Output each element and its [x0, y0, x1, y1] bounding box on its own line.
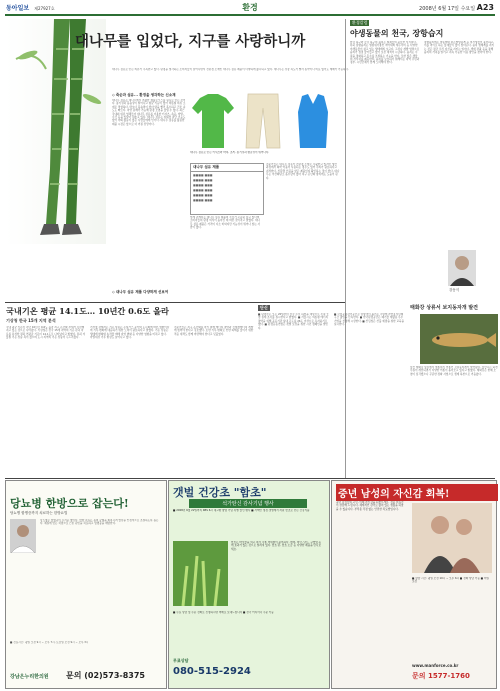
ad-health-body-2: 함초는 바닷물을 먹고 자라 각종 미네랄이 풍부하다. 변비, 비만, 당뇨, 고혈압 등에 효과가 있는 것으로 알려져 있다. 함초 환, 함초 소금 등 다양한 제품을 만나보세요.	[231, 541, 322, 551]
news-body-1: 국내 평균 기온이 지난 10년간 0.6도 올라 지구 온난화 추세가 뚜렷해지고 있는 것으로 나타났다. 기상청은 전국 15개 지역의 기온 관측 자료를 분석한 결과 연평균 기온이 14.1도로 나타났다고 밝혔다. 특히 겨울철 기온 상승 폭이 컸으며 도시 지역의 기온 상승이 두드러졌다.	[6, 326, 86, 340]
hamcho-photo	[173, 541, 228, 606]
bamboo-legs-illustration	[6, 19, 106, 244]
couple-photo	[412, 503, 492, 573]
table-row: ■■■■ ■■■	[193, 177, 213, 182]
page-meta	[419, 3, 494, 12]
ad-men-phone[interactable]: 문의 1577-1760	[412, 672, 470, 680]
ad-diabetes-phone[interactable]: 문의 (02)573-8375	[66, 671, 145, 680]
lead-subhead-2: ◇ 대나무 섬유 제품 다양하게 선보여	[112, 290, 169, 294]
fish-photo	[420, 314, 498, 364]
column-label	[350, 20, 369, 26]
lead-intro: 대나무 섬유로 만든 의류가 주목받고 있다. 환경을 생각하는 소비자들이 늘어나면서 친환경 소재인 대나무 섬유 제품이 다양하게 출시되고 있다. 대나무는 성장 속도가 빨라 농약이나 비료 없이도 재배가 가능하다.	[112, 68, 349, 71]
ad-health-body-3: ■ 무료 상담 및 주문 전화로 신청하시면 택배로 보내드립니다 ■ 전국 어디서나 주문 가능	[173, 611, 274, 614]
column-headline: 야생동물의 천국, 장항습지	[350, 28, 444, 38]
ad-diabetes-subtitle: 당뇨병 합병증까지 치료하는 한방요법	[10, 511, 68, 515]
ad-men-body-2: ■ 상담 시간: 평일 오전 10시 ~ 오후 6시 ■ 전화 상담 가능 ■ 비밀 보장	[412, 577, 490, 584]
column-body-2: 장항습지에는 말똥게와 붉은발말똥게 등 저서생물이 풍부하고, 이를 먹이로 하는 물새들이 많이 찾아온다. 습지 생태계를 지키는 것은 결국 우리 자신을 지키는 일이다. 생태 관광 등을 통해 습지의 가치를 알리고 지속 가능한 이용 방안을 찾아야 한다.	[424, 41, 495, 55]
table-row: ■■■■ ■■■	[193, 187, 213, 192]
lead-body-2: 업계 관계자는 대나무 섬유 제품의 수요가 꾸준히 늘고 있다며 소비자들의 환경 의식이 높아진 데 따른 것이라고 말했다. 대나무 섬유 제품은 가격이 다소 비싸지만 기능성이 뛰어나 찾는 사람이 많다.	[190, 216, 261, 230]
lead-body-3: 전문가들은 대나무 섬유가 친환경 소재로 각광받고 있지만 생산 과정에서 화학 약품이 사용되는 경우도 있어 주의가 필요하다고 지적한다. 친환경 인증을 받은 제품인지 확인하는 것이 좋다. 대나무는 이산화탄소 흡수량이 많아 지구 온난화 방지에도 도움이 된다.	[266, 163, 340, 180]
table-row: ■■■■ ■■■	[193, 197, 213, 202]
ad-diabetes-body-2: ■ 진료시간: 평일 오전 9시 ~ 오후 7시, 토요일 오전 9시 ~ 오후 3시	[10, 641, 89, 644]
news-headline: 국내기온 평균 14.1도… 10년간 0.6도 올라	[6, 306, 169, 316]
product-photo-vest	[290, 92, 336, 150]
ad-health-phone[interactable]: 080-515-2924	[173, 666, 251, 677]
lead-body-1: 대나무 섬유는 대나무에서 추출한 셀룰로오스를 원료로 만든 것이다. 통기성과 흡습성이 뛰어나고 항균 기능이 있어 여름철 의류 소재로 적합하다. 면보다 흡습력이 좋아 땀을 빨리 흡수하고 건조 속도도 빠르다. 자연 분해가 가능해 환경 오염을 줄일 수 있다. 최근 국내외 의류 업체들이 대나무 섬유를 이용한 티셔츠, 속옷, 양말, 수건 등을 잇달아 내놓고 있다. 대나무 섬유는 자외선 차단 기능도 있어 야외 활동이 많은 사람들에게 인기다. 대나무 섬유를 활용한 제품 시장은 앞으로 더 커질 전망이다.	[112, 99, 186, 126]
author-photo	[448, 250, 476, 286]
ad-diabetes[interactable]	[5, 480, 167, 689]
section-title: 환경	[242, 3, 258, 12]
lead-subhead-1: ◇ 죽순과 섬유... 환경을 생각하는 신소재	[112, 93, 176, 97]
ad-top-rule	[5, 478, 495, 479]
ad-men-body-1: 중년 남성들의 고민, 이제 자신감을 되찾으세요. 전문 의료진이 상담해 드립니다. 체계적인 관리로 활력 있는 생활을 되찾을 수 있습니다. 부작용 걱정 없는 안전한 치료법입니다.	[336, 501, 404, 511]
product-table-title: 대나무 섬유 제품	[191, 164, 263, 172]
ad-diabetes-clinic: 강남은누리한의원	[10, 674, 49, 680]
brief-label	[258, 305, 270, 311]
ad-diabetes-body-1: 당뇨병은 합병증이 무서운 병이다. 한방 치료는 몸의 균형을 회복시켜 혈당을 안정적으로 조절하도록 돕는다. 체질에 맞는 처방으로 근본 원인을 치료하고 합병증을 예방한다.	[40, 519, 159, 526]
column-body-1: 한강 하구와 금강 하구의 습지는 철새들의 중요한 서식지다. 특히 장항습지는 멸종위기종인 저어새와 재두루미 등 다양한 야생동물이 살고 있는 생태계의 보고다. 그러나 개발 압력으로 습지가 점점 줄어들고 있어 보전 대책이 시급하다. 습지는 수질을 정화하고 홍수를 조절하는 기능을 한다. 또한 많은 생물의 서식처를 제공한다. 습지를 보호하기 위해서는 지역 주민과 정부, 시민단체가 함께 노력해야 한다.	[350, 41, 420, 65]
lead-bottom-rule	[5, 302, 345, 303]
ad-health-body-1: ■ 2008년 6월 22일까지 KBS 6시 내고향 방영 기념 특별 할인 행사 ■ 서해안 청정 갯벌에서 자란 함초로 만든 건강식품	[173, 509, 310, 512]
news-subhead: 기상청 한국 15개 지역 분석	[6, 318, 56, 323]
ad-men-website[interactable]: www.manforce.co.kr	[412, 663, 459, 668]
ad-health[interactable]	[168, 480, 330, 689]
product-photo-tshirt	[190, 92, 236, 150]
product-table	[190, 163, 264, 215]
ad-health-subtitle: 석가탄신 감사기념 행사	[189, 499, 307, 508]
product-photo-pants	[240, 92, 286, 150]
brief-body-1: ■ 환경부는 오는 20일부터 전국 주요 하천을 대상으로 수질 오염 실태 조사를 실시한다고 밝혔다. ■ 서울시는 여름철 에너지 절약을 위해 공공기관 실내 온도를 26도 이상으로 유지하기로 했다. ■ 환경운동연합은 갯벌 보전을 위한 시민 캠페인을 벌인다.	[258, 313, 329, 330]
page-number: A23	[476, 3, 494, 12]
brief-label-text: 단신	[260, 305, 268, 310]
column-label-text: 환경칼럼	[352, 20, 368, 25]
lead-headline: 대나무를 입었다, 지구를 사랑하니까	[75, 33, 306, 50]
brief-body-2: ■ 국립공원관리공단은 탐방객이 몰리는 주말에 자연휴식년제 구간 출입을 단속한다. ■ 한국환경공단은 폐기물 재활용 우수 기업을 선정해 시상한다. ■ 산림청은 산불 예방을 위한 교육을 실시한다.	[334, 313, 405, 327]
header-rule	[5, 14, 495, 16]
issue-number: 제27927호	[34, 6, 55, 11]
fish-story-body: 울산 태화강 상류에서 멸종위기 어종인 꼬치동자개가 발견됐다. 울산시는 하천 수질이 개선되면서 다양한 어종이 돌아오고 있다고 밝혔다. 태화강은 한때 오염이 심각했으나 꾸준한 정화 사업으로 생태 하천으로 거듭났다.	[410, 366, 498, 376]
ad-health-headline: 갯벌 건강초 "함초"	[173, 486, 267, 499]
doctor-photo	[10, 519, 36, 553]
photo-caption: 대나무 섬유로 만든 티셔츠와 바지, 조끼. 통기성과 항균성이 뛰어나다.	[190, 151, 270, 154]
news-body-2: 기상청 관계자는 기온 상승은 온실가스 증가와 도시화에 따른 영향이라며 기후 변화에 대응하기 위한 노력이 필요하다고 말했다. 기온 상승은 생태계 변화와 농작물 재배 지역 변화 등 다양한 영향을 미치고 있다. 아열대성 기후 현상도 늘어나고 있다.	[90, 326, 170, 340]
news-body-3: 전문가들은 지구 온난화를 막기 위해 에너지 절약과 신재생에너지 개발에 힘써야 한다고 강조했다. 또한 기후 변화로 인한 피해를 줄이기 위한 적응 대책도 함께 마련해야 한다고 덧붙였다.	[174, 326, 254, 336]
table-row: ■■■■ ■■■	[193, 192, 213, 197]
table-row: ■■■■ ■■■	[193, 172, 213, 177]
column-author: 강동식	[449, 288, 460, 292]
ad-men-headline: 중년 남성의 자신감 회복!	[336, 484, 498, 501]
lead-photo	[6, 19, 106, 244]
paper-title: 동아일보	[6, 5, 30, 12]
ad-health-note: 무료상담	[173, 658, 189, 663]
ad-diabetes-headline: 당뇨병 한방으로 잡는다!	[10, 497, 129, 510]
photo-story-headline: 태화강 상류서 보지동자개 발견	[410, 305, 479, 311]
ad-men[interactable]	[331, 480, 497, 689]
table-row: ■■■■ ■■■	[193, 182, 213, 187]
issue-date: 2008년 6월 17일 수요일	[419, 6, 476, 12]
